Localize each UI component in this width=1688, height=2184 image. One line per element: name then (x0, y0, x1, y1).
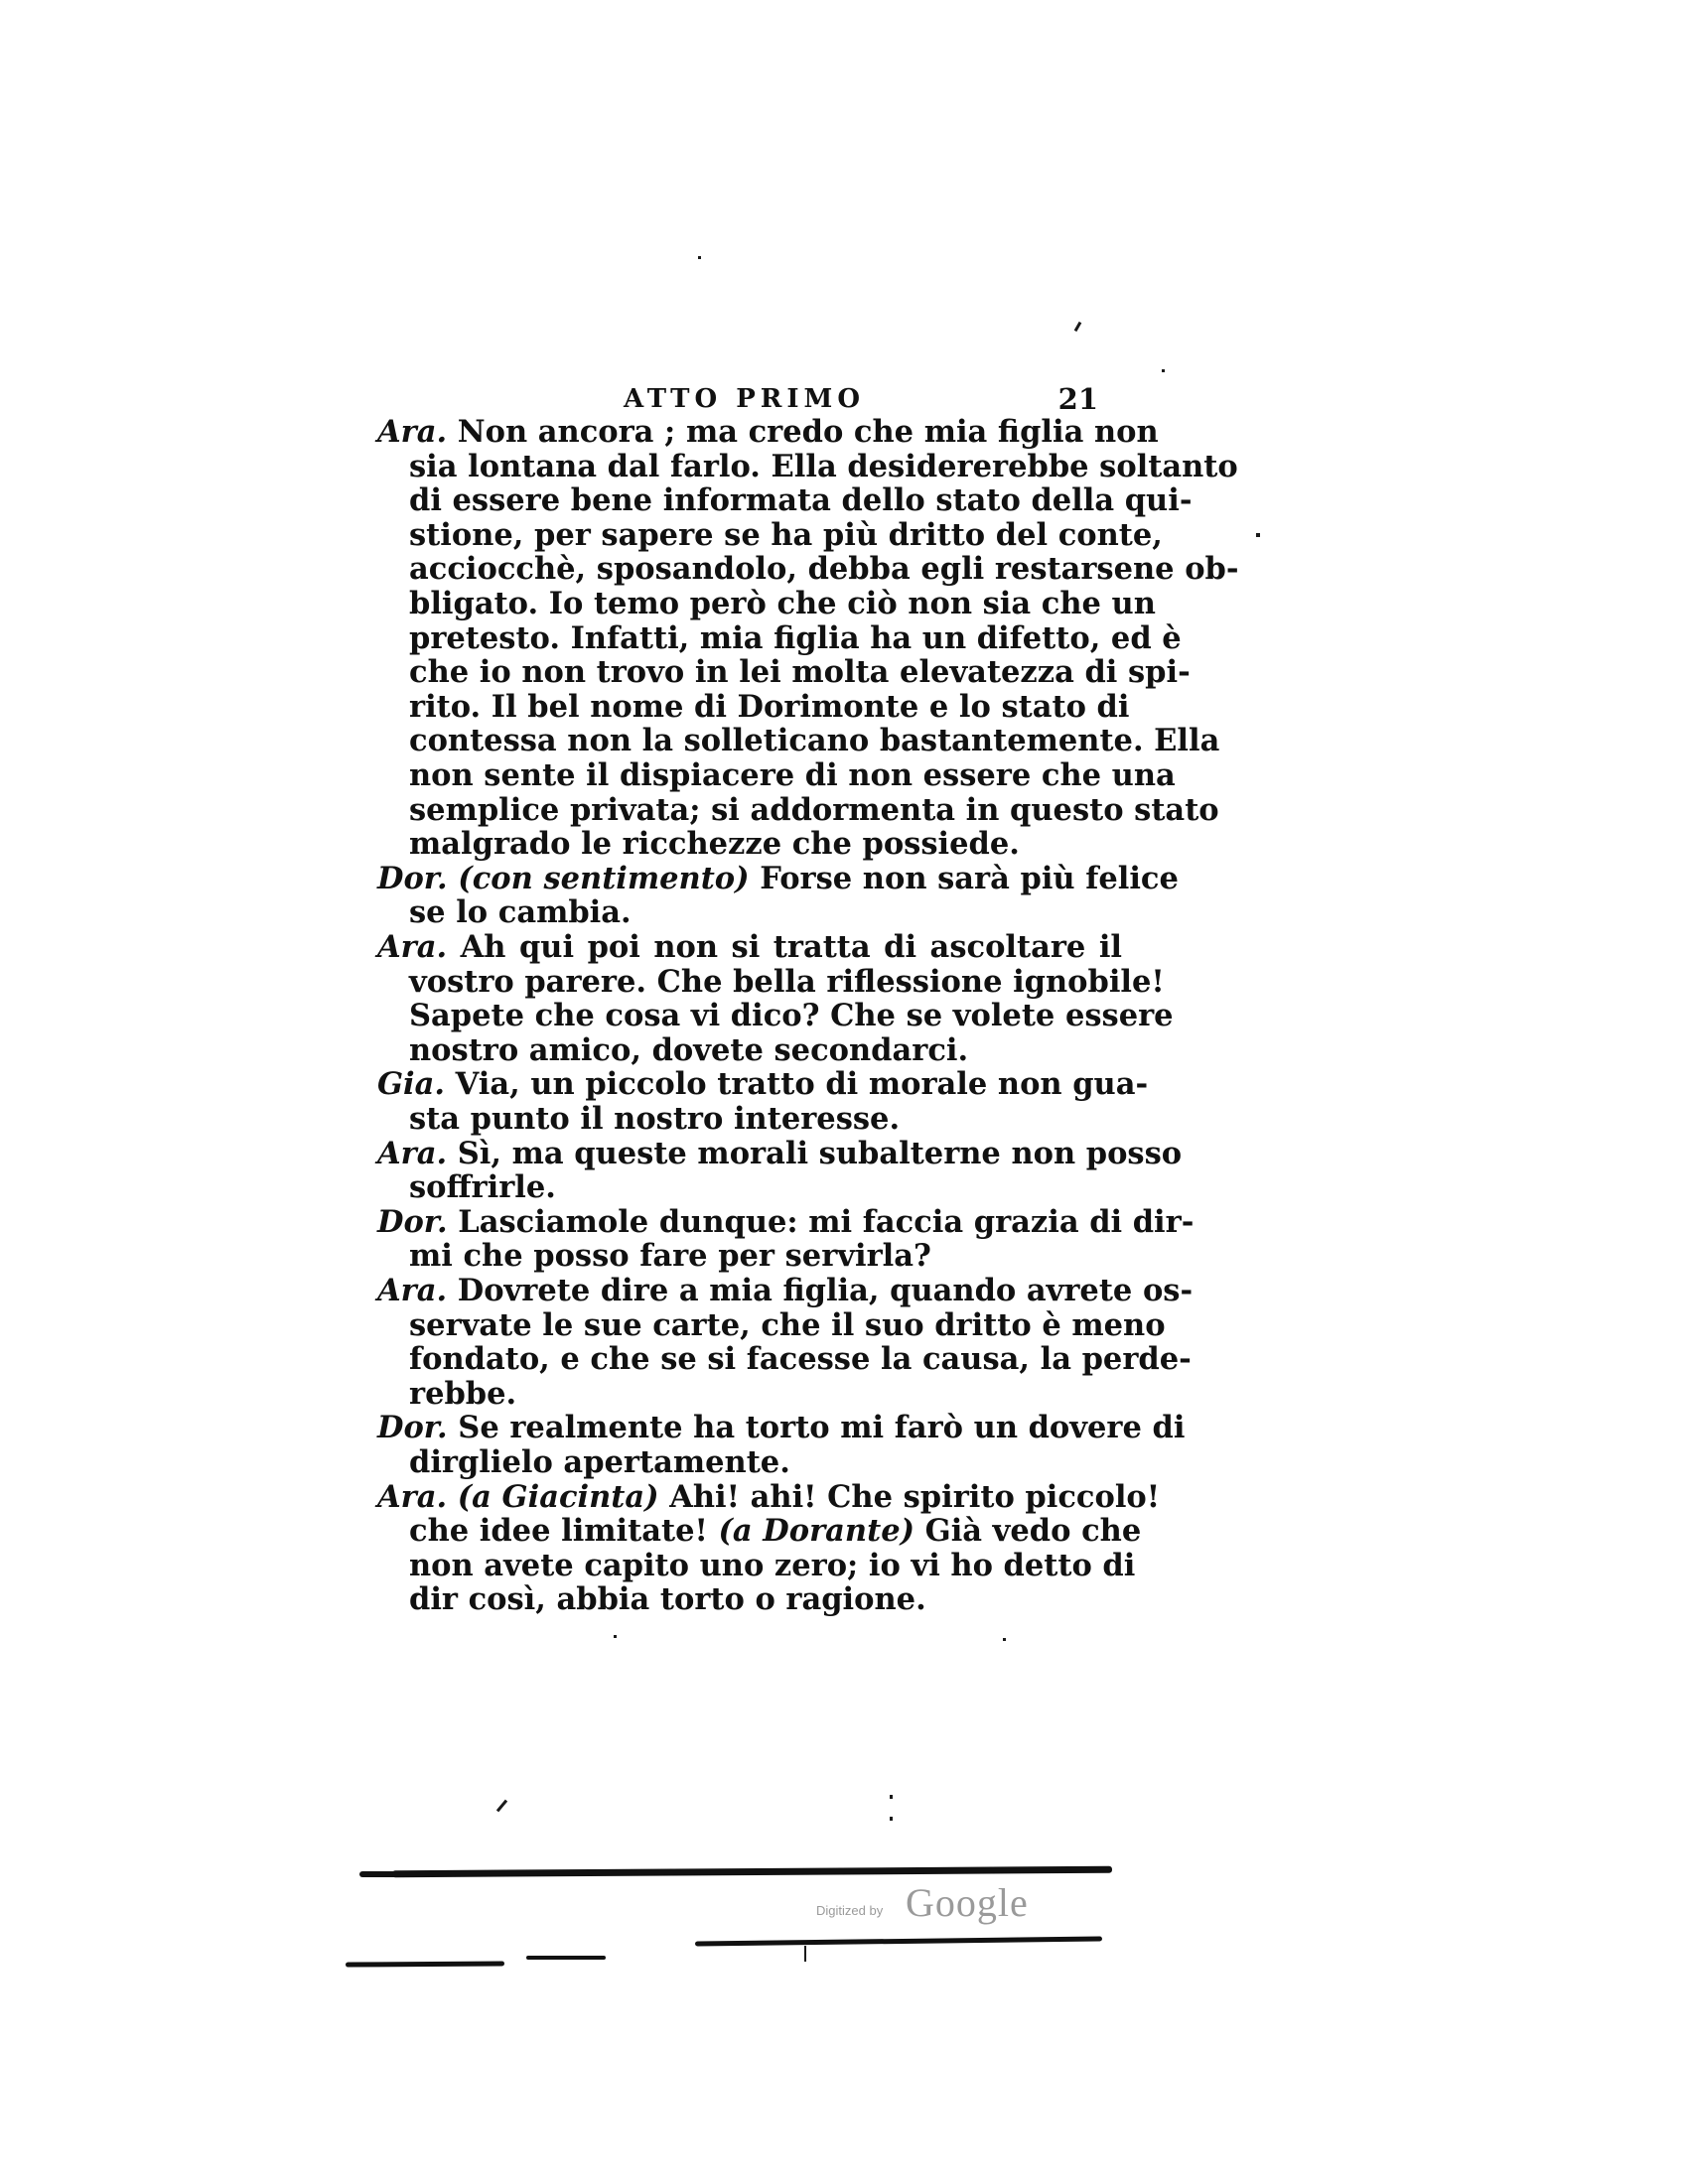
line-text: Ah qui poi non si tratta di ascoltare il (447, 929, 1122, 965)
text-line (409, 482, 1193, 518)
scan-speck (1074, 322, 1082, 332)
scan-speck (804, 1946, 806, 1962)
line-text: Già vedo che (914, 1513, 1142, 1549)
text-line (409, 449, 1238, 484)
text-line (409, 1445, 1122, 1479)
speaker-label: Dor. (377, 1410, 448, 1445)
line-text: non avete capito uno zero; io vi ho detto di (409, 1548, 1136, 1583)
line-text: sta punto il nostro interesse. (409, 1101, 901, 1137)
line-text: vostro parere. Che bella riflessione ignobile! (409, 964, 1165, 1000)
text-line (409, 654, 1191, 690)
line-text: Sì, ma queste morali subalterne non posso (447, 1136, 1183, 1171)
scan-speck (614, 1635, 617, 1638)
line-text: mi che posso fare per servirla? (409, 1238, 931, 1274)
text-line (409, 827, 1122, 861)
stage-direction: (a Giacinta) (447, 1479, 659, 1515)
scan-speck (1256, 533, 1260, 537)
text-line (409, 517, 1163, 553)
line-text: non sente il dispiacere di non essere che una (409, 757, 1176, 793)
running-head (624, 382, 1098, 416)
text-line (377, 1204, 1195, 1240)
bottom-rule (392, 1866, 1112, 1877)
bottom-rule (526, 1956, 606, 1960)
line-text: Forse non sarà più felice (749, 861, 1179, 896)
running-title: ATTO PRIMO (624, 384, 865, 414)
speaker-label: Ara. (377, 1136, 448, 1171)
line-text: che idee limitate! (409, 1513, 719, 1549)
speaker-label: Dor. (377, 1204, 448, 1240)
line-text: sia lontana dal farlo. Ella desidererebbe soltanto (409, 449, 1238, 484)
text-line (377, 1136, 1183, 1171)
text-line (409, 1307, 1166, 1343)
speaker-label: Ara. (377, 1273, 448, 1308)
text-line (409, 723, 1220, 758)
text-line (409, 1341, 1192, 1377)
text-line (377, 861, 1179, 896)
text-line (409, 1548, 1136, 1583)
line-text: bligato. Io temo però che ciò non sia che un (409, 586, 1156, 621)
digitization-watermark (816, 1879, 1064, 1929)
line-text: pretesto. Infatti, mia figlia ha un difetto, ed è (409, 620, 1182, 656)
speaker-label: Ara. (377, 1479, 448, 1515)
line-text: nostro amico, dovete secondarci. (409, 1032, 969, 1068)
line-text: Dovrete dire a mia figlia, quando avrete os- (447, 1273, 1194, 1308)
line-text: Via, un piccolo tratto di morale non gua- (445, 1066, 1149, 1102)
scan-speck (496, 1800, 507, 1813)
line-text: Lasciamole dunque: mi faccia grazia di dir- (447, 1204, 1195, 1240)
speaker-label: Dor. (377, 861, 448, 896)
line-text: semplice privata; si addormenta in questo stato (409, 792, 1219, 828)
text-line (377, 1479, 1161, 1515)
text-line (409, 895, 1122, 929)
line-text: stione, per sapere se ha più dritto del conte, (409, 517, 1163, 553)
dialogue-text (377, 414, 1239, 1636)
text-line (409, 620, 1182, 656)
line-text: dirglielo apertamente. (409, 1444, 790, 1480)
line-text: Sapete che cosa vi dico? Che se volete essere (409, 998, 1174, 1033)
speaker-label: Gia. (377, 1066, 446, 1102)
text-line (377, 414, 1159, 450)
text-line (409, 1513, 1142, 1549)
text-line (409, 1170, 1122, 1204)
line-text: malgrado le ricchezze che possiede. (409, 826, 1020, 862)
line-text: Ahi! ahi! Che spirito piccolo! (658, 1479, 1161, 1515)
text-line (409, 998, 1174, 1033)
stage-direction: (con sentimento) (447, 861, 750, 896)
watermark-prefix: Digitized by (816, 1903, 884, 1918)
text-line (409, 551, 1239, 587)
line-text: rebbe. (409, 1376, 517, 1412)
line-text: acciocchè, sposandolo, debba egli restarsene ob- (409, 551, 1239, 587)
text-line (409, 1377, 1122, 1411)
page-number: 21 (1057, 382, 1098, 416)
stage-direction: (a Dorante) (718, 1513, 915, 1549)
text-line (409, 792, 1219, 828)
line-text: servate le sue carte, che il suo dritto è meno (409, 1307, 1166, 1343)
speaker-label: Ara. (377, 929, 448, 965)
text-line (409, 1033, 1122, 1067)
text-line (377, 1066, 1149, 1102)
text-line (409, 1582, 1122, 1616)
scan-speck (1162, 369, 1165, 372)
text-line (409, 757, 1176, 793)
bottom-rule (346, 1961, 504, 1967)
text-line (409, 1102, 1122, 1136)
scan-speck (890, 1795, 893, 1799)
bottom-rule (695, 1936, 1102, 1946)
speaker-label: Ara. (377, 414, 448, 450)
line-text: fondato, e che se si facesse la causa, la perde- (409, 1341, 1192, 1377)
text-line (409, 1239, 1122, 1273)
line-text: rito. Il bel nome di Dorimonte e lo stato di (409, 689, 1130, 725)
text-line (409, 964, 1165, 1000)
scan-speck (890, 1817, 893, 1821)
line-text: Se realmente ha torto mi farò un dovere di (447, 1410, 1186, 1445)
line-text: soffrirle. (409, 1169, 556, 1205)
line-text: contessa non la solleticano bastantemente. Ella (409, 723, 1220, 758)
text-line (377, 930, 1122, 964)
scan-speck (698, 256, 701, 259)
text-line (409, 586, 1156, 621)
text-line (377, 1410, 1186, 1445)
scan-speck (1003, 1638, 1006, 1641)
line-text: di essere bene informata dello stato della qui- (409, 482, 1193, 518)
google-logo: Google (906, 1880, 1029, 1925)
text-line (409, 689, 1130, 725)
line-text: dir così, abbia torto o ragione. (409, 1581, 926, 1617)
line-text: se lo cambia. (409, 894, 632, 930)
line-text: che io non trovo in lei molta elevatezza di spi- (409, 654, 1191, 690)
text-line (377, 1273, 1194, 1308)
line-text: Non ancora ; ma credo che mia figlia non (447, 414, 1159, 450)
